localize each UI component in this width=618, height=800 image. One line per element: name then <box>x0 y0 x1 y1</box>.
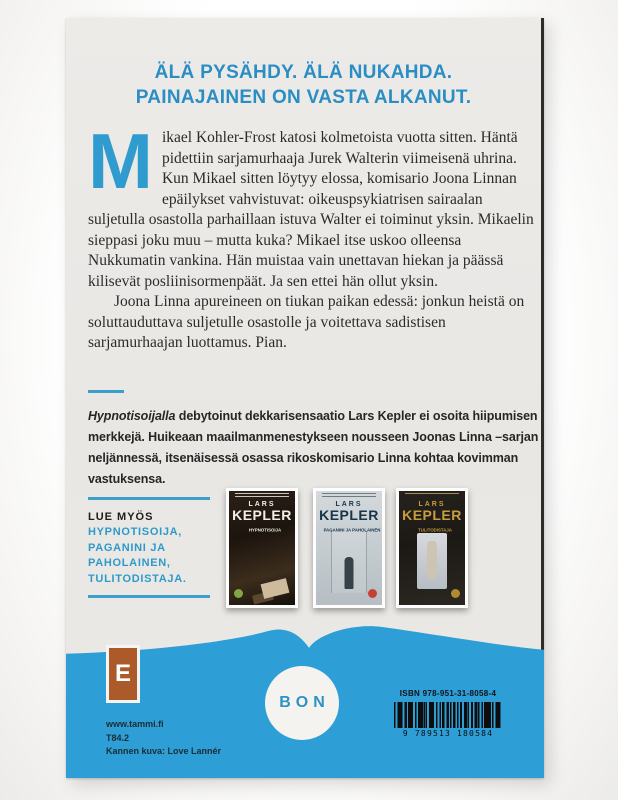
catalog-code: T84.2 <box>106 732 130 743</box>
cover-figure-art <box>427 541 437 579</box>
drop-cap: M <box>88 117 153 205</box>
cover-title: HYPNOTISOIJA <box>248 528 282 534</box>
tagline <box>66 60 541 110</box>
review-blurb <box>88 406 544 490</box>
also-read-heading: LUE MYÖS <box>88 511 154 523</box>
publisher-website: www.tammi.fi <box>106 719 164 729</box>
synopsis-text-1: ikael Kohler-Frost katosi kolmetoista vuotta sitten. Häntä pidettiin sarjamurhaaja Jurek Walterin viimeisenä uhrina. Kun Mikael sitten löytyy elossa, komisario Joona Linnan epäilykset vahvistuvat: oikeuspsykiatrisen sairaalan suljetulla osastolla parhaillaan istuva Walter ei toiminut yksin. Mikaelin sieppasi joku muu – mutta kuka? Mikael itse uskoo olleensa Nukkumatin vankina. Hän muistaa vain unettavan hiekan ja päässä kilisevät posliinisormenpäät. Ja sen ettei hän ollut yksin. <box>88 129 534 290</box>
cover-photo-art <box>261 578 290 599</box>
publisher-initial: E <box>114 660 131 687</box>
bon-logo <box>265 666 339 740</box>
cover-praise-lines <box>235 493 289 499</box>
cover-photo-credit: Kannen kuva: Love Lannér <box>106 746 222 756</box>
synopsis-paragraph-1 <box>88 117 542 292</box>
cover-author: LARS KEPLER <box>232 501 292 523</box>
cover-title: PAGANINI JA PAHOLAINEN <box>323 528 381 534</box>
tagline-line1: ÄLÄ PYSÄHDY. ÄLÄ NUKAHDA. <box>154 62 453 83</box>
rule-bottom <box>88 595 210 598</box>
book-cover-paganini-ja-paholainen <box>313 488 385 608</box>
also-read-title-1: HYPNOTISOIJA, <box>88 526 183 538</box>
book-back-cover <box>66 18 544 778</box>
award-badge-icon <box>451 589 460 598</box>
also-read-title-4: TULITODISTAJA. <box>88 572 187 585</box>
blurb-book-title: Hypnotisoijalla <box>88 409 176 423</box>
book-cover-tulitodistaja <box>396 488 468 608</box>
book-cover-hypnotisoija <box>226 488 298 608</box>
credits <box>106 718 221 759</box>
synopsis <box>88 117 542 354</box>
also-read-title-3: PAHOLAINEN, <box>88 557 171 569</box>
cover-praise-lines <box>405 493 459 499</box>
also-read-block <box>88 497 210 598</box>
barcode-digits: 9 789513 180584 <box>402 729 494 738</box>
rule-top <box>88 497 210 500</box>
tagline-line2: PAINAJAINEN ON VASTA ALKANUT. <box>135 87 472 108</box>
isbn-block <box>394 689 502 738</box>
award-badge-icon <box>234 589 243 598</box>
blurb-text: debytoinut dekkarisensaatio Lars Kepler ei osoita hiipumisen merkkejä. Huikeaan maailmanmenestykseen nousseen Joonas Linna –sarjan neljännessä, itsenäisessä osassa rikoskomisario Linna kohtaa kovimman vastuksensa. <box>88 409 539 486</box>
cover-author: LARS KEPLER <box>319 501 379 523</box>
cover-author: LARS KEPLER <box>402 501 462 523</box>
award-badge-icon <box>368 589 377 598</box>
cover-praise-lines <box>322 493 376 499</box>
cover-silhouette-art <box>345 557 354 589</box>
synopsis-paragraph-2: Joona Linna apureineen on tiukan paikan edessä: jonkun heistä on soluttauduttava suljetulle osastolle ja voitettava sadistisen sarjamurhaajan luottamus. Pian. <box>88 293 525 351</box>
publisher-e-logo <box>106 645 140 703</box>
also-read-title-2: PAGANINI JA <box>88 541 166 554</box>
bon-label: BON <box>279 694 330 711</box>
isbn-label: ISBN 978-951-31-8058-4 <box>399 689 497 698</box>
barcode-icon <box>394 702 502 728</box>
cover-title: TULITODISTAJA <box>418 528 452 534</box>
divider-line <box>88 390 124 393</box>
